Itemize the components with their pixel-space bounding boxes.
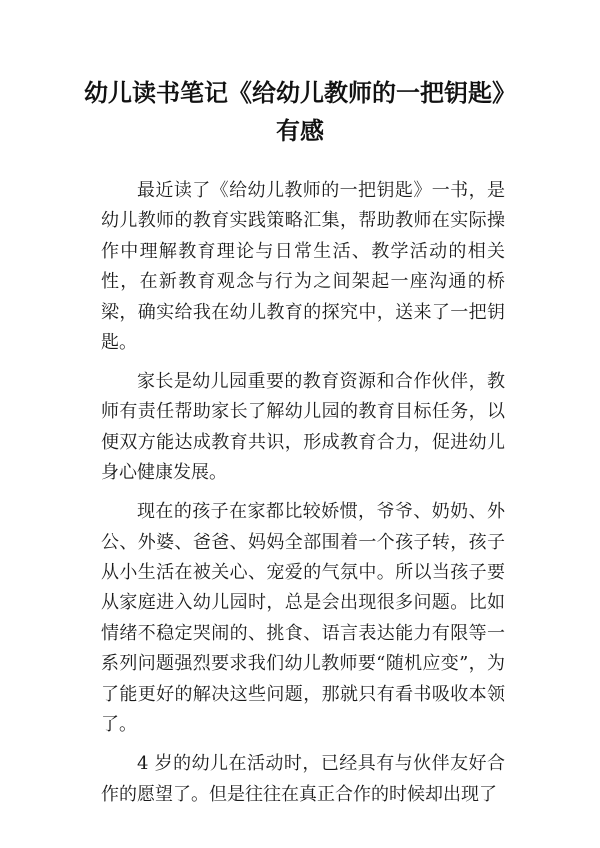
document-title: 幼儿读书笔记《给幼儿教师的一把钥匙》有感 [84,79,516,145]
paragraph-4: 4 岁的幼儿在活动时，已经具有与伙伴友好合作的愿望了。但是往往在真正合作的时候却出现了 [101,753,505,805]
paragraph-3: 现在的孩子在家都比较娇惯，爷爷、奶奶、外公、外婆、爸爸、妈妈全部围着一个孩子转，孩子从小生活在被关心、宠爱的气氛中。所以当孩子要从家庭进入幼儿园时，总是会出现很多问题。比如情绪不稳定哭闹的、挑食、语言表达能力有限等一系列问题强烈要求我们幼儿教师要“随机应变”，为了能更好的解决这些问题，那就只有看书吸收本领了。 [101,501,505,736]
paragraph-2: 家长是幼儿园重要的教育资源和合作伙伴，教师有责任帮助家长了解幼儿园的教育目标任务，以便双方能达成教育共识，形成教育合力，促进幼儿身心健康发展。 [101,371,505,484]
document-body [101,176,505,819]
paragraph-1: 最近读了《给幼儿教师的一把钥匙》一书，是幼儿教师的教育实践策略汇集，帮助教师在实际操作中理解教育理论与日常生活、教学活动的相关性，在新教育观念与行为之间架起一座沟通的桥梁，确实给我在幼儿教育的探究中，送来了一把钥匙。 [101,180,505,354]
